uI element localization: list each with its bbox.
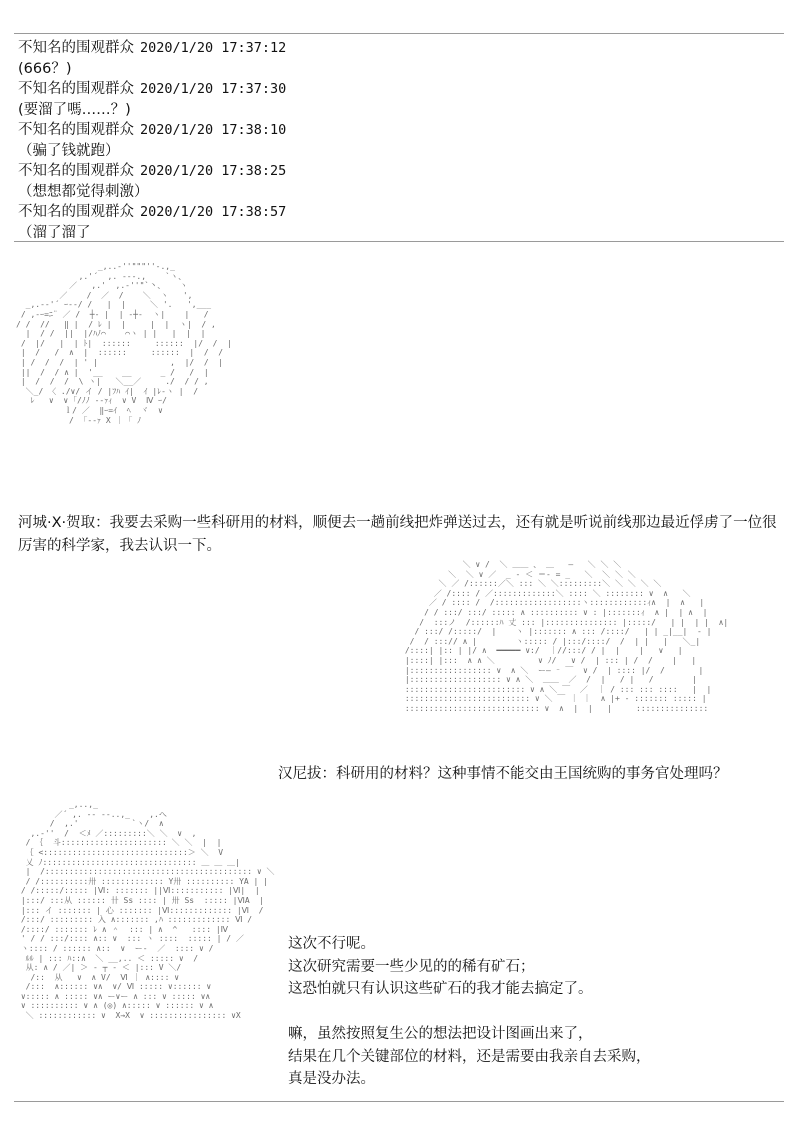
chat-message-header <box>18 161 778 182</box>
chat-divider <box>14 241 784 242</box>
monologue-line: 这次不行呢。 <box>288 936 375 952</box>
chat-log <box>18 38 778 243</box>
dialogue-line <box>278 763 788 786</box>
monologue-line: 真是没办法。 <box>288 1071 375 1087</box>
bottom-divider <box>14 1101 784 1102</box>
chat-timestamp: 2020/1/20 17:37:12 <box>140 40 287 56</box>
chat-username: 不知名的围观群众 <box>18 40 134 56</box>
top-divider <box>14 33 784 34</box>
monologue-block <box>288 933 768 1091</box>
chat-username: 不知名的围观群众 <box>18 81 134 97</box>
monologue-line: 嘛，虽然按照复生公的想法把设计图画出来了， <box>288 1026 593 1042</box>
dialogue-text: ：我要去采购一些科研用的材料，顺便去一趟前线把炸弹送过去，还有就是听说前线那边最近俘虏了一位很厉害的科学家，我去认识一下。 <box>18 515 777 554</box>
ascii-art-character-nitori: _,..,_ ／´ ,. -‐ --..,_ ,.へ / ,.' `ヽ/ ∧ ,.-'' / ＜ﾒ ／:::::::::＼ ＼ ∨ , / ｛ 斗:::::::::::::::::::::: ＼ ＼ | | ｛ <::::::::::::::::::::::::::::::＞ ＼ V 乂 ﾉ:::::::::::::::::::::::::::::::: ＿ ＿ ＿| | /::::::::::::::::::::::::::::::::::::::::::: ∨ ＼ / /::::::::::卅 ::::::::::::: Y卅 :::::::::: YA | | / /:::::/::::: |Ⅵ: ::::::: ||Ⅵ::::::::::: |Ⅵ| | |:::/ :::从 :::::: 卄 Ss :::: | 卅 Ss ::::: |ⅥA | |::: イ ::::::: | 心 ::::::: |Ⅵ::::::::::::: |Ⅵ / /:::/ ::::::::: 入 ∧::::::: ,ﾊ ::::::::::::: Ⅵ / /::::/ ::::::: ﾚ ∧ ＾ ::: | ∧ ^ :::: |Ⅳ ' / / :::/:::: ∧:: ∨ ::: ヽ :::: ::::: | / ／ ヽ:::: / :::::: ∧:: ∨ ー‐ ／ :::: ∨ / ﾙﾙ | ::: ﾊ::∧ ＼ __,.. ＜ ::::: ∨ / 从: ∧ / ／| ＞ ‐ ┬ ‐ ＜ |::: V ＼/ /:: 从 ∨ ∧ V/ Ⅵ ｜ ∧:::: ∨ /::: ∧:::::: ∨∧ ∨/ Ⅵ ::::: ∨:::::: ∨ ∨::::: ∧ ::::: ∨∧ ー∨ー ∧ ::: ∨ ::::: ∨∧ ∨ :::::::::: ∨ ∧ (◎) ∧::::: ∨ :::::: ∨ ∧ ＼ :::::::::::: ∨ X→X ∨ :::::::::::::::: ∨X <box>20 800 275 1021</box>
dialogue-line <box>18 512 786 558</box>
speaker-name: 汉尼拔 <box>278 766 322 782</box>
chat-message-header <box>18 202 778 223</box>
chat-username: 不知名的围观群众 <box>18 122 134 138</box>
chat-message-text: （溜了溜了 <box>18 224 91 241</box>
speaker-name: 河城·X·贺取 <box>18 515 96 531</box>
dialogue-text: ：科研用的材料？这种事情不能交由王国统购的事务官处理吗？ <box>321 766 728 782</box>
chat-message-header <box>18 38 778 59</box>
chat-timestamp: 2020/1/20 17:38:57 <box>140 204 287 220</box>
chat-message-text: (要溜了嗎……？) <box>18 101 131 118</box>
chat-message-text: (666？) <box>18 60 72 77</box>
chat-timestamp: 2020/1/20 17:38:10 <box>140 122 287 138</box>
chat-message-header <box>18 120 778 141</box>
ascii-art-character-hat: _,..-''"""''-.,_ ,.'´ ,. -‐-., `ヽ、 ／ ,.' ,.-''"`丶、 ヽ ／ / ／ / ＼ ヽ ', _,.-‐'´ ｰ‐-/ / | | ＼ '. ',___ / ,-ｰ=ﾆ¨ ／ / ┼‐ | | ‐┼‐ ヽ| | / / / // ‖ | / ﾚ | | | | ヽ| / , | / / || |/ﾊﾉ⌒ ⌒ヽ | | | | | / |/ | | ﾄ| :::::: :::::: |/ / | | / / ∧ | :::::: :::::: | / / | / / / | ' | , |/ / | || / / ∧ | '__ __ _ / / | | / / / \ ヽ| ＼__／ ./ / / , ＼_/ 〈 ./∨/ イ / |ﾌﾊ ｲ| ｲ |ﾚ‐ヽ | / ﾚ ∨ ∨ ｢/ﾉﾉ -‐ｧｨ ∨ V Ⅳ ｰ/ ｌ/ ／ ‖ｰ=ｲ ﾍ ヾ ∨ / ｢--ｧ X ｜ ｢ ﾉ <box>16 262 232 425</box>
ascii-art-character-hannibal: ＼ ∨ / ＼ ＿＿ 、 ＿ ― ＼ ＼ ＼ ＼ ＼ ∨ ／ _ ‐ ＜ ＝‐ = _ ＼ ＼ ＼ ＼ ＼ ／ /::::::／＼ ::: ＼ ＼:::::::::＼ ＼ ＼ ＼ ＼ ／ /:::: / ／:::::::::::::＼ :::: ＼ :::::::: ∨ ∧ ＼ ／ / :::: / /::::::::::::::::::ヽ::::::::::::ｨ∧ | ∧ | / / :::/ :::/ ::::: ∧ :::::::::: ∨ : |:::::::ｨ ∧ | | ∧ | / :::ノ /::::::ﾊ 丈 ::: |::::::::::::::: |:::::/ | | | | ∧| / :::/ /:::::/ | ヽ |::::::: ∧ ::: /::::/ | | _|__| ‐ | / / :::// ∧ | ヽ::::: / |:::/::::/ / | | | ＼_| /::::| |:: | |/ ∧ ━━━━━ ∨:/ ｜//:::/ / | | | ∨ | |::::| |::: ∧ ∧ ＼ ∨ ﾉ/ ∨ / | ::: | / / | | |::::::::::::::::: ∨ ∧ ＼ ー― ⁻ ￣ ∨ / | :::: |/ / | |::::::::::::::::::: ∨ ∧ ＼ ＿＿ ／ / | / | / | ::::::::::::::::::::::::: ∨ ∧ ＼ ￣ ／ ｜ / ::: ::: :::: | | :::::::::::::::::::::::::: ∨ ＼ ￣ ｜ ｜ ∧ |+ ‐ ::::::: ::::: | :::::::::::::::::::::::::::: ∨ ∧ | | | ::::::::::::::: <box>404 560 729 713</box>
chat-message-text: （想想都觉得刺激） <box>18 183 149 200</box>
chat-username: 不知名的围观群众 <box>18 204 134 220</box>
chat-timestamp: 2020/1/20 17:38:25 <box>140 163 287 179</box>
monologue-spacer <box>288 1001 768 1024</box>
chat-message-header <box>18 79 778 100</box>
monologue-line: 这恐怕就只有认识这些矿石的我才能去搞定了。 <box>288 981 593 997</box>
chat-username: 不知名的围观群众 <box>18 163 134 179</box>
chat-timestamp: 2020/1/20 17:37:30 <box>140 81 287 97</box>
monologue-line: 结果在几个关键部位的材料，还是需要由我亲自去采购， <box>288 1048 651 1065</box>
chat-message-text: （骗了钱就跑） <box>18 142 120 159</box>
monologue-line: 这次研究需要一些少见的的稀有矿石； <box>288 958 535 975</box>
